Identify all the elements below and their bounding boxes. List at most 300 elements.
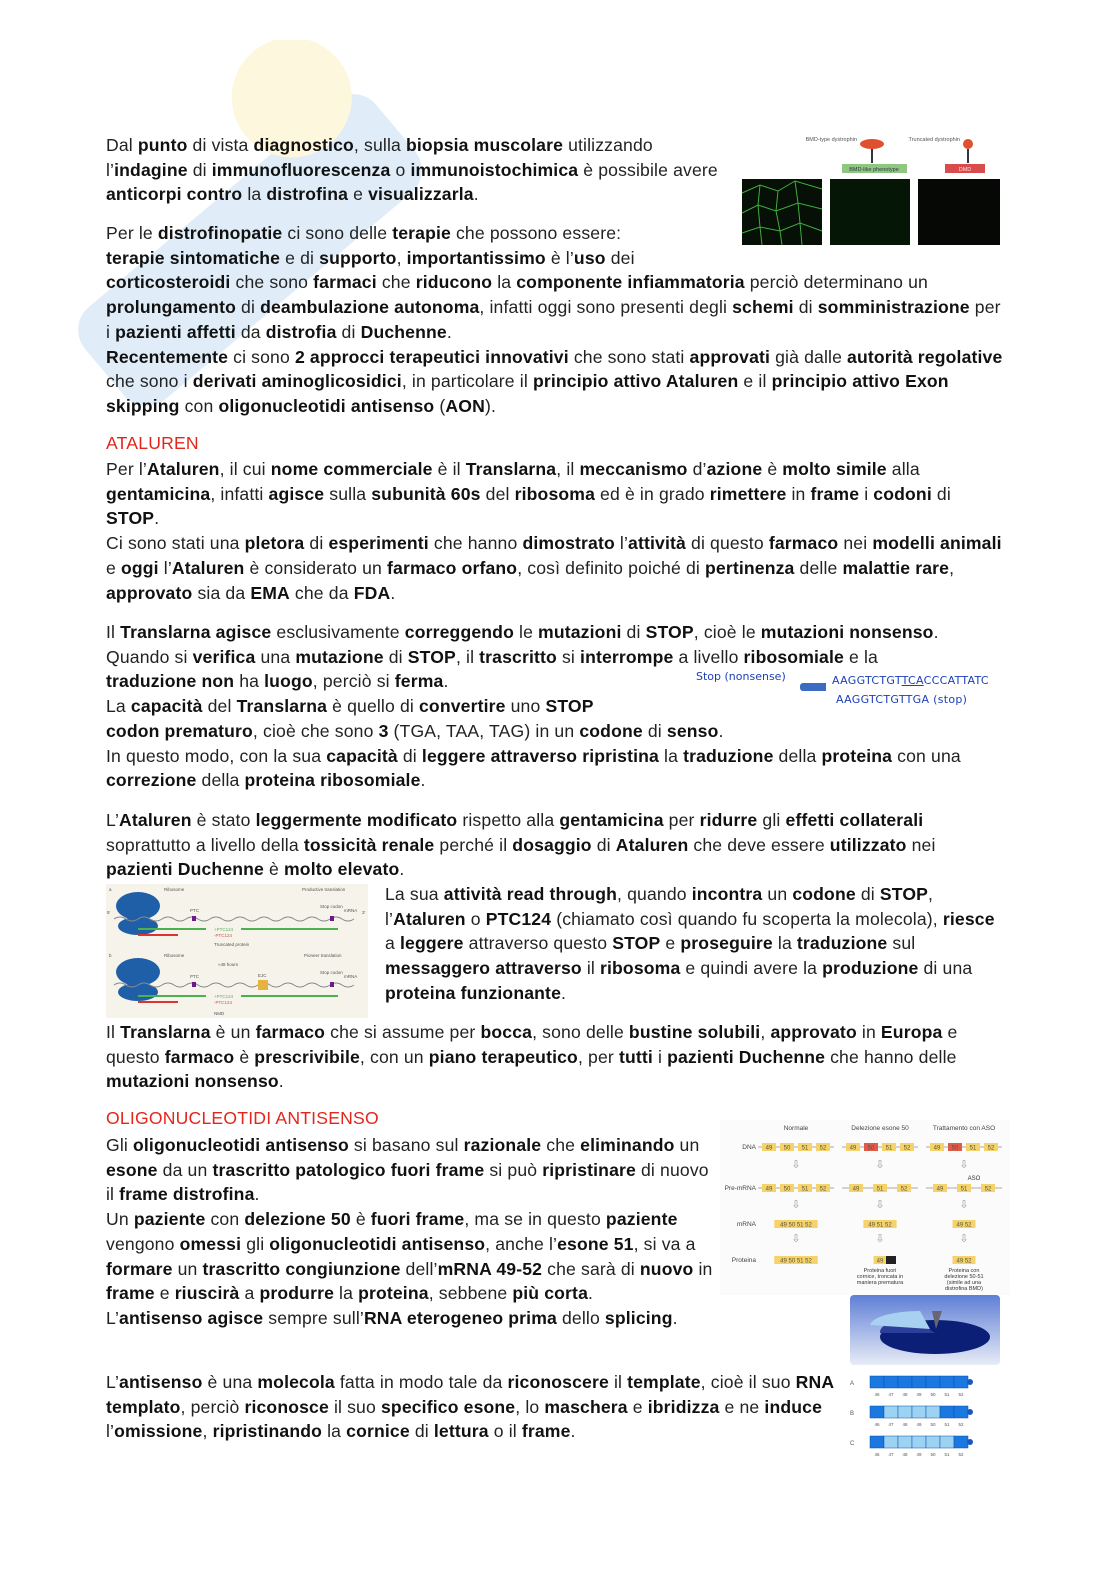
text-run: fatta in modo tale da	[334, 1372, 508, 1392]
bold-term: Europa	[880, 1022, 943, 1042]
text-run: la	[658, 745, 684, 766]
bold-term: frame	[810, 483, 860, 504]
exon-number: 50	[783, 1145, 791, 1152]
bold-term: messaggero attraverso	[385, 958, 582, 979]
bold-term: subunità 60s	[371, 483, 481, 504]
text-run: In questo modo, con la sua	[106, 745, 327, 766]
text-run: la	[322, 1421, 347, 1442]
paragraph-text	[106, 1207, 721, 1306]
panel-label: b	[109, 953, 112, 958]
text-run: , si va a	[633, 1233, 696, 1254]
exon-number: 50	[867, 1145, 875, 1152]
figure-label: Truncated protein	[214, 942, 250, 947]
bold-term: mutazione	[295, 646, 384, 667]
bold-term: capacità	[326, 745, 398, 766]
figure-label: 3′	[362, 910, 366, 915]
bold-term: oligonucleotidi antisenso	[133, 1135, 349, 1155]
text-run: , cioè che sono	[252, 720, 379, 741]
bold-term: tutti	[618, 1046, 653, 1067]
puzzle-knob	[967, 1379, 973, 1385]
exon-piece	[870, 1406, 884, 1418]
exon-number: 47	[888, 1392, 894, 1397]
bold-term: STOP	[407, 646, 456, 667]
row-label: Pre-mRNA	[724, 1185, 756, 1192]
down-arrow-icon: ⇩	[791, 1159, 801, 1171]
exon-piece	[940, 1376, 954, 1388]
bold-term: riconosce	[244, 1396, 329, 1417]
bold-term: capacità	[130, 696, 203, 717]
bold-term: RNA eterogeneo prima	[363, 1307, 557, 1328]
exon-number: 49	[916, 1392, 922, 1397]
text-run: si	[556, 646, 581, 667]
bold-term: traduzione	[796, 933, 888, 954]
figure-label: EJC	[258, 973, 267, 978]
text-run: .	[588, 1283, 594, 1304]
column-header: Normale	[783, 1125, 809, 1132]
paragraph-translarna-admin	[106, 1020, 1011, 1094]
exon-number: 49	[849, 1145, 857, 1152]
bold-term: produzione	[822, 958, 919, 979]
bold-term: ripristinare	[542, 1159, 636, 1180]
exon-number: 50	[930, 1422, 936, 1427]
bold-term: rimettere	[709, 483, 787, 504]
exon-number: 51	[960, 1186, 968, 1193]
text-run: , quando	[617, 884, 692, 904]
text-run: .	[446, 321, 452, 342]
bold-term: frame distrofina	[119, 1184, 255, 1205]
text-run: La	[106, 696, 131, 717]
bold-term: principio attivo Exon skipping	[106, 371, 949, 416]
bold-term: 3	[378, 720, 389, 741]
bold-term: effetti collaterali	[785, 810, 924, 830]
text-run: (TGA, TAA, TAG) in un	[388, 720, 580, 741]
figure-label: PTC	[190, 974, 199, 979]
exon-number: 51	[944, 1422, 950, 1427]
bold-term: verifica	[192, 646, 256, 667]
exon-number: 48	[902, 1452, 908, 1457]
bold-term: nome commerciale	[270, 459, 433, 479]
figure-label: Stop codon	[320, 904, 343, 909]
exon-piece	[940, 1436, 954, 1448]
paragraph-antisense-rationale	[106, 1133, 721, 1331]
text-run: ci sono delle	[282, 223, 393, 243]
text-run: e	[154, 1283, 175, 1304]
exon-number: 49	[936, 1186, 944, 1193]
bold-term: attività read through	[443, 884, 618, 904]
text-run: , cioè il suo	[700, 1372, 796, 1392]
paragraph-text	[106, 457, 1006, 531]
text-run: che hanno delle	[825, 1046, 957, 1067]
bold-term: leggere	[399, 933, 464, 954]
bold-term: molecola	[257, 1372, 335, 1392]
text-run: dei	[605, 247, 635, 268]
bold-term: STOP	[106, 508, 155, 529]
bold-term: ripristinando	[212, 1421, 323, 1442]
text-run: di	[621, 622, 646, 642]
exon-number: 52	[958, 1452, 964, 1457]
bold-term: riducono	[415, 272, 493, 293]
bold-term: approvato	[770, 1022, 857, 1042]
bold-term: Duchenne	[360, 321, 447, 342]
paragraph-text	[106, 1133, 721, 1207]
text-run: dello	[556, 1307, 605, 1328]
seq-codon: TCA	[901, 674, 924, 687]
text-run: di	[397, 745, 422, 766]
text-run: la	[492, 272, 517, 293]
bold-term: uso	[573, 247, 606, 268]
bold-term: incontra	[691, 884, 763, 904]
exon-number: 51	[801, 1145, 809, 1152]
paragraph-read-through	[385, 882, 1005, 1006]
bold-term: Translarna	[236, 696, 328, 717]
text-run: che sono stati	[568, 346, 690, 367]
text-run: è stato	[191, 810, 256, 830]
bold-term: indagine	[114, 159, 188, 180]
text-run: con	[179, 395, 219, 416]
exon-piece	[954, 1376, 968, 1388]
bold-term: ridurre	[699, 810, 758, 830]
bold-term: RNA templato	[106, 1372, 834, 1417]
truncated-block	[886, 1256, 896, 1264]
bold-term: prescrivibile	[254, 1046, 360, 1067]
exon-number: 47	[888, 1422, 894, 1427]
row-label: DNA	[742, 1144, 756, 1151]
text-run: l’	[614, 533, 629, 554]
text-run: è il	[432, 459, 466, 479]
figure-label: +PTC124	[214, 927, 234, 932]
text-run: , il cui	[219, 459, 271, 479]
bold-term: pazienti Duchenne	[106, 859, 264, 880]
text-run: di	[336, 321, 361, 342]
text-run: di	[409, 1421, 434, 1442]
text-run: , infatti	[210, 483, 269, 504]
bold-term: Ataluren	[393, 908, 466, 929]
bold-term: omissione	[114, 1421, 203, 1442]
bold-term: schemi	[732, 297, 794, 318]
bold-term: oligonucleotidi antisenso	[218, 395, 435, 416]
exon-number: 50	[930, 1452, 936, 1457]
text-run: a	[385, 933, 400, 954]
mrna-label: 49 50 51 52	[780, 1222, 812, 1229]
text-run: ha	[234, 671, 265, 692]
exon-number: 52	[819, 1186, 827, 1193]
bold-term: mutazioni nonsenso	[760, 622, 934, 642]
text-run: Per l’	[106, 459, 147, 479]
text-run: di	[642, 720, 667, 741]
text-run: perché il	[434, 834, 513, 855]
bold-term: pazienti Duchenne	[667, 1046, 826, 1067]
exon-piece	[926, 1436, 940, 1448]
row-label: Proteina	[731, 1257, 756, 1264]
text-run: e	[106, 557, 121, 578]
truncated-dystrophin-shape	[963, 139, 973, 149]
text-run: , con un	[359, 1046, 429, 1067]
exon-piece	[926, 1406, 940, 1418]
paragraph-text	[106, 1370, 836, 1444]
dystrophin-shape	[860, 139, 884, 149]
text-run: di questo	[685, 533, 769, 554]
bold-term: razionale	[463, 1135, 542, 1155]
paragraph-therapies	[106, 221, 1006, 419]
column-header: Trattamento con ASO	[932, 1125, 996, 1132]
figure-label: Ribosome	[164, 953, 185, 958]
bold-term: PTC124	[485, 908, 552, 929]
exon-piece	[898, 1436, 912, 1448]
figure-exon-puzzle	[848, 1372, 978, 1464]
exon-piece	[898, 1376, 912, 1388]
bold-term: diagnostico	[253, 135, 354, 155]
text-run: ,	[202, 1421, 213, 1442]
text-run: che deve essere	[688, 834, 830, 855]
text-run: del	[480, 483, 515, 504]
exon-number: 52	[900, 1186, 908, 1193]
exon-number: 51	[876, 1186, 884, 1193]
bold-term: proteina	[821, 745, 893, 766]
figure-label: ≈48 hours	[218, 962, 238, 967]
paragraph-text	[106, 719, 1006, 744]
text-run: , sono delle	[532, 1022, 629, 1042]
text-run: e	[627, 1396, 648, 1417]
exon-number: 46	[874, 1392, 880, 1397]
bold-term: antisenso agisce	[119, 1307, 264, 1328]
text-run: , sebbene	[428, 1283, 513, 1304]
bold-term: corticosteroidi	[106, 272, 231, 293]
text-run: che da	[289, 582, 354, 603]
text-run: alla	[886, 459, 920, 479]
exon-number: 50	[783, 1186, 791, 1193]
down-arrow-icon: ⇩	[791, 1199, 801, 1211]
text-run: .	[933, 622, 939, 642]
figure-label: Pioneer translation	[304, 953, 342, 958]
bold-term: trascritto patologico fuori frame	[212, 1159, 485, 1180]
bold-term: correzione	[106, 770, 197, 791]
text-run: o il	[488, 1421, 522, 1442]
bold-term: oggi	[120, 557, 159, 578]
text-run: è considerato un	[244, 557, 388, 578]
text-run: attraverso questo	[463, 933, 613, 954]
bold-term: derivati aminoglicosidici	[192, 371, 402, 392]
text-run: che si assume per	[325, 1022, 481, 1042]
bold-term: Ataluren	[171, 557, 245, 578]
text-run: di	[236, 297, 261, 318]
text-run: i	[859, 483, 874, 504]
text-run: che sono i	[106, 371, 193, 392]
down-arrow-icon: ⇩	[875, 1199, 885, 1211]
bold-term: paziente	[133, 1209, 206, 1230]
bold-term: componente infiammatoria	[516, 272, 745, 293]
text-run: .	[154, 508, 160, 529]
text-run: gli	[757, 810, 786, 830]
figure-label: Productive translation	[302, 887, 346, 892]
exon-number: 49	[916, 1452, 922, 1457]
down-arrow-icon: ⇩	[959, 1233, 969, 1245]
bold-term: approvati	[689, 346, 771, 367]
exon-number: 47	[888, 1452, 894, 1457]
text-run: e	[660, 933, 681, 954]
text-run: già dalle	[770, 346, 848, 367]
figure-label: +PTC124	[214, 994, 234, 999]
figure-readthrough	[106, 884, 368, 1018]
exon-number: 51	[944, 1452, 950, 1457]
bold-term: STOP	[612, 933, 661, 954]
bold-term: farmaco orfano	[387, 557, 518, 578]
text-run: è	[350, 1209, 371, 1230]
bold-term: principio attivo Ataluren	[532, 371, 739, 392]
exon-piece	[926, 1376, 940, 1388]
text-run: con una	[892, 745, 961, 766]
figure-label: Truncated dystrophin	[908, 137, 960, 143]
bold-term: farmaci	[313, 272, 377, 293]
bold-term: STOP	[879, 884, 929, 904]
text-run: ).	[484, 395, 496, 416]
bold-term: autorità regolative	[847, 346, 1003, 367]
exon-number: 49	[852, 1186, 860, 1193]
text-run: .	[443, 671, 449, 692]
text-run: il suo	[328, 1396, 381, 1417]
text-run: .	[399, 859, 405, 880]
text-run: di una	[918, 958, 973, 979]
bold-term: punto	[137, 135, 188, 155]
text-run: ,	[760, 1022, 771, 1042]
text-run: la	[242, 184, 267, 205]
bold-term: piano terapeutico	[428, 1046, 578, 1067]
text-run: sia da	[192, 582, 251, 603]
bold-term: gentamicina	[559, 810, 664, 830]
bold-term: Ataluren	[119, 810, 192, 830]
text-run: per i	[106, 297, 1001, 342]
exon-number: 49	[765, 1145, 773, 1152]
bold-term: oligonucleotidi antisenso	[269, 1233, 486, 1254]
mrna-label: 49 52	[956, 1222, 972, 1229]
text-run: delle	[794, 557, 843, 578]
text-run: Il	[106, 622, 121, 642]
bold-term: distrofina	[266, 184, 349, 205]
text-run: o	[390, 159, 411, 180]
text-run: , infatti oggi sono presenti degli	[479, 297, 733, 318]
bold-term: ibridizza	[647, 1396, 720, 1417]
text-run: è quello di	[327, 696, 419, 717]
row-label: mRNA	[736, 1221, 756, 1228]
text-run: un	[762, 884, 793, 904]
protein-label: 49 50 51 52	[780, 1258, 812, 1265]
puzzle-knob	[967, 1439, 973, 1445]
exon-piece	[912, 1436, 926, 1448]
bold-term: terapie	[392, 223, 451, 243]
bold-term: Ataluren	[146, 459, 220, 479]
bold-term: ribosoma	[514, 483, 595, 504]
badge-text: DMD	[958, 167, 972, 173]
text-run: una	[255, 646, 296, 667]
text-run: .	[420, 770, 426, 791]
bold-term: frame	[521, 1421, 571, 1442]
text-run: o	[465, 908, 486, 929]
text-run: .	[570, 1421, 576, 1442]
text-run: la	[772, 933, 797, 954]
text-run: che sono	[230, 272, 314, 293]
text-run: Ci sono stati una	[106, 533, 245, 554]
bold-term: azione	[706, 459, 763, 479]
down-arrow-icon: ⇩	[875, 1159, 885, 1171]
text-run: .	[254, 1184, 260, 1205]
bold-term: biopsia muscolare	[405, 135, 564, 155]
text-run: di	[187, 159, 212, 180]
text-run: si può	[484, 1159, 543, 1180]
bold-term: agisce	[268, 483, 325, 504]
text-run: a livello	[673, 646, 744, 667]
bold-term: omessi	[179, 1233, 242, 1254]
exon-number: 46	[874, 1422, 880, 1427]
text-run: ,	[949, 557, 955, 578]
row-label: B	[850, 1411, 855, 1417]
text-run: ,	[396, 247, 407, 268]
paragraph-text	[106, 744, 1006, 793]
text-run: ed è in grado	[595, 483, 710, 504]
text-run: è	[263, 859, 284, 880]
text-run: l’	[106, 1421, 115, 1442]
bold-term: trascritto	[479, 646, 557, 667]
exon-number: 50	[930, 1392, 936, 1397]
bold-term: FDA	[353, 582, 391, 603]
text-run: esclusivamente	[271, 622, 405, 642]
figure-exon-skipping	[720, 1120, 1010, 1295]
down-arrow-icon: ⇩	[959, 1199, 969, 1211]
figure-label: PTC	[190, 908, 199, 913]
bold-term: farmaco	[164, 1046, 235, 1067]
text-run: Un	[106, 1209, 134, 1230]
bold-term: molto simile	[782, 459, 887, 479]
seq-part: CCCATTATC	[923, 674, 989, 687]
bold-term: AON	[445, 395, 485, 416]
bold-term: mutazioni nonsenso	[106, 1071, 279, 1092]
bold-term: template	[627, 1372, 701, 1392]
down-arrow-icon: ⇩	[791, 1233, 801, 1245]
bold-term: frame	[106, 1283, 155, 1304]
text-run: di vista	[187, 135, 254, 155]
exon-number: 52	[987, 1145, 995, 1152]
bold-term: Recentemente	[106, 346, 229, 367]
bold-term: leggermente modificato	[255, 810, 458, 830]
paragraph-text	[106, 1306, 746, 1331]
bold-term: splicing	[604, 1307, 673, 1328]
text-run: di	[304, 533, 329, 554]
bold-term: induce	[764, 1396, 823, 1417]
paragraph-text	[106, 620, 1006, 645]
stop-label: Stop (nonsense)	[696, 670, 786, 683]
bold-term: ribosoma	[599, 958, 681, 979]
exon-number: 46	[874, 1452, 880, 1457]
bold-term: interrompe	[580, 646, 674, 667]
bold-term: traduzione	[683, 745, 774, 766]
bold-term: pletora	[244, 533, 305, 554]
bold-term: EMA	[250, 582, 290, 603]
text-run: di	[383, 646, 408, 667]
bold-term: meccanismo	[579, 459, 688, 479]
text-run: che hanno	[428, 533, 523, 554]
stop-codon-annotation	[696, 670, 1016, 710]
figure-label: Stop codon	[320, 970, 343, 975]
ribosome-b	[116, 958, 160, 1001]
paragraph-antisense-molecule	[106, 1370, 836, 1444]
bold-term: eliminando	[580, 1135, 675, 1155]
text-run: in	[693, 1258, 713, 1279]
text-run: Gli	[106, 1135, 133, 1155]
paragraph-text	[106, 808, 1006, 882]
column-header: Delezione esone 50	[851, 1125, 909, 1132]
exon-piece	[912, 1406, 926, 1418]
bold-term: anticorpi contro	[106, 184, 243, 205]
figure-label: -PTC124	[214, 933, 233, 938]
paragraph-text	[385, 882, 1005, 1006]
